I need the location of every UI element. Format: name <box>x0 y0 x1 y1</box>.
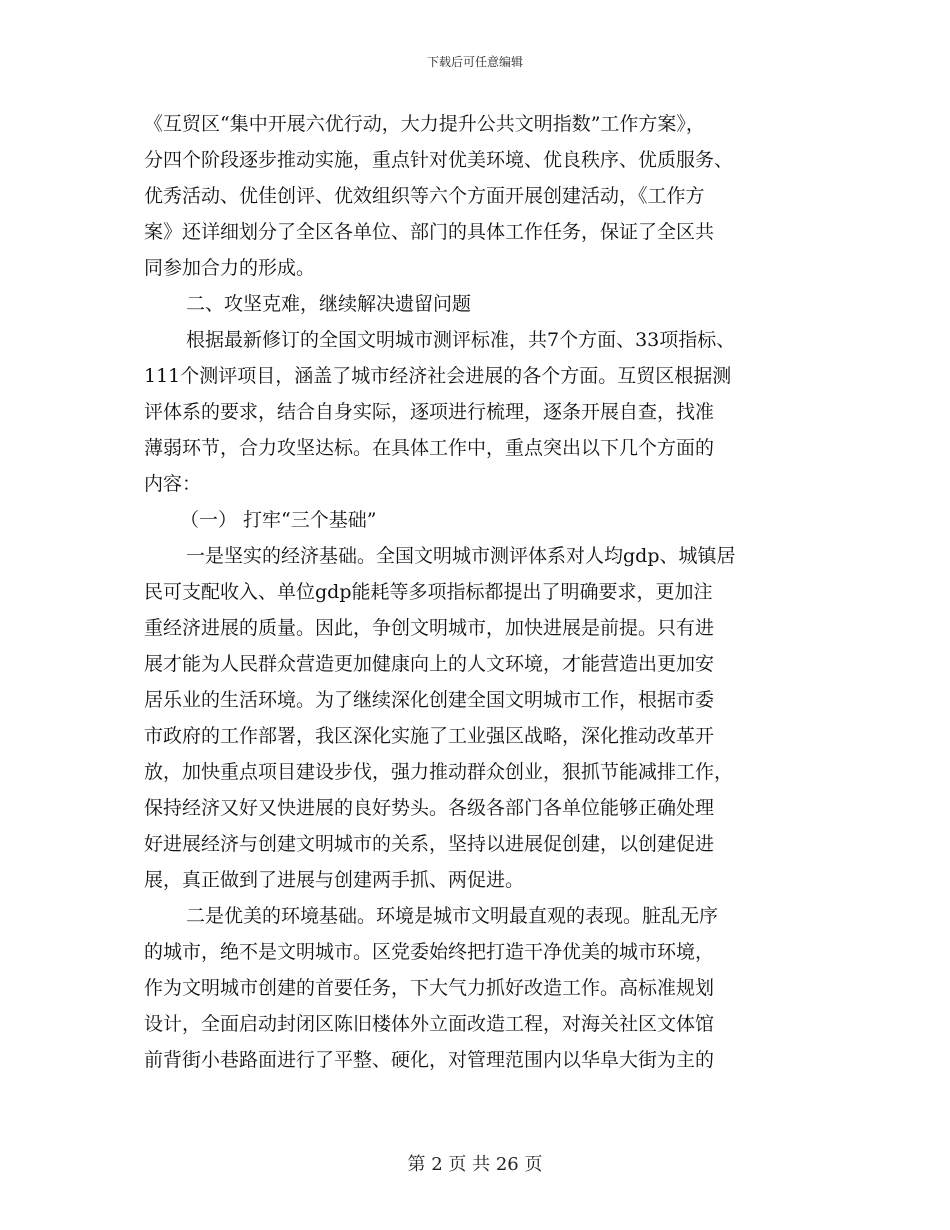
text-line: 作为文明城市创建的首要任务，下大气力抓好改造工作。高标准规划 <box>144 977 715 999</box>
text-line: 保持经济又好又快进展的良好势头。各级各部门各单位能够正确处理 <box>144 797 715 819</box>
page-header: 下载后可任意编辑 <box>426 55 523 69</box>
text-line: 薄弱环节，合力攻坚达标。在具体工作中，重点突出以下几个方面的 <box>144 437 715 459</box>
text-line: 放，加快重点项目建设步伐，强力推动群众创业，狠抓节能减排工作， <box>144 761 734 783</box>
text-line: 一是坚实的经济基础。全国文明城市测评体系对人均gdp、城镇居 <box>186 545 736 567</box>
text-line: 展才能为人民群众营造更加健康向上的人文环境，才能营造出更加安 <box>144 653 715 675</box>
text-line: 案》还详细划分了全区各单位、部门的具体工作任务，保证了全区共 <box>144 221 715 243</box>
text-line: 评体系的要求，结合自身实际，逐项进行梳理，逐条开展自查，找准 <box>144 401 715 423</box>
text-line: 设计，全面启动封闭区陈旧楼体外立面改造工程，对海关社区文体馆 <box>144 1013 715 1035</box>
text-line: 分四个阶段逐步推动实施，重点针对优美环境、优良秩序、优质服务、 <box>144 149 734 171</box>
text-line: 111个测评项目，涵盖了城市经济社会进展的各个方面。互贸区根据测 <box>144 365 732 387</box>
text-line: 同参加合力的形成。 <box>144 257 316 279</box>
text-line: 居乐业的生活环境。为了继续深化创建全国文明城市工作，根据市委 <box>144 689 715 711</box>
text-line: 内容： <box>144 473 202 495</box>
text-line: 前背街小巷路面进行了平整、硬化，对管理范围内以华阜大街为主的 <box>144 1049 715 1071</box>
text-line: 重经济进展的质量。因此，争创文明城市，加快进展是前提。只有进 <box>144 617 715 639</box>
text-line: 展，真正做到了进展与创建两手抓、两促进。 <box>144 869 525 891</box>
text-line: 市政府的工作部署，我区深化实施了工业强区战略，深化推动改革开 <box>144 725 715 747</box>
text-line: 《互贸区“集中开展六优行动，大力提升公共文明指数”工作方案》， <box>144 113 705 135</box>
text-line: 根据最新修订的全国文明城市测评标准，共7个方面、33项指标、 <box>186 329 736 351</box>
document-body <box>144 106 806 1078</box>
subsection-heading: （一） 打牢“三个基础” <box>180 509 377 531</box>
text-line: 二是优美的环境基础。环境是城市文明最直观的表现。脏乱无序 <box>186 905 719 927</box>
text-line: 优秀活动、优佳创评、优效组织等六个方面开展创建活动，《工作方 <box>144 185 705 207</box>
section-heading: 二、攻坚克难，继续解决遗留问题 <box>186 293 472 315</box>
page-footer: 第 2 页 共 26 页 <box>407 1154 543 1175</box>
text-line: 的城市，绝不是文明城市。区党委始终把打造干净优美的城市环境， <box>144 941 715 963</box>
text-line: 民可支配收入、单位gdp能耗等多项指标都提出了明确要求，更加注 <box>144 581 713 603</box>
text-line: 好进展经济与创建文明城市的关系，坚持以进展促创建，以创建促进 <box>144 833 715 855</box>
